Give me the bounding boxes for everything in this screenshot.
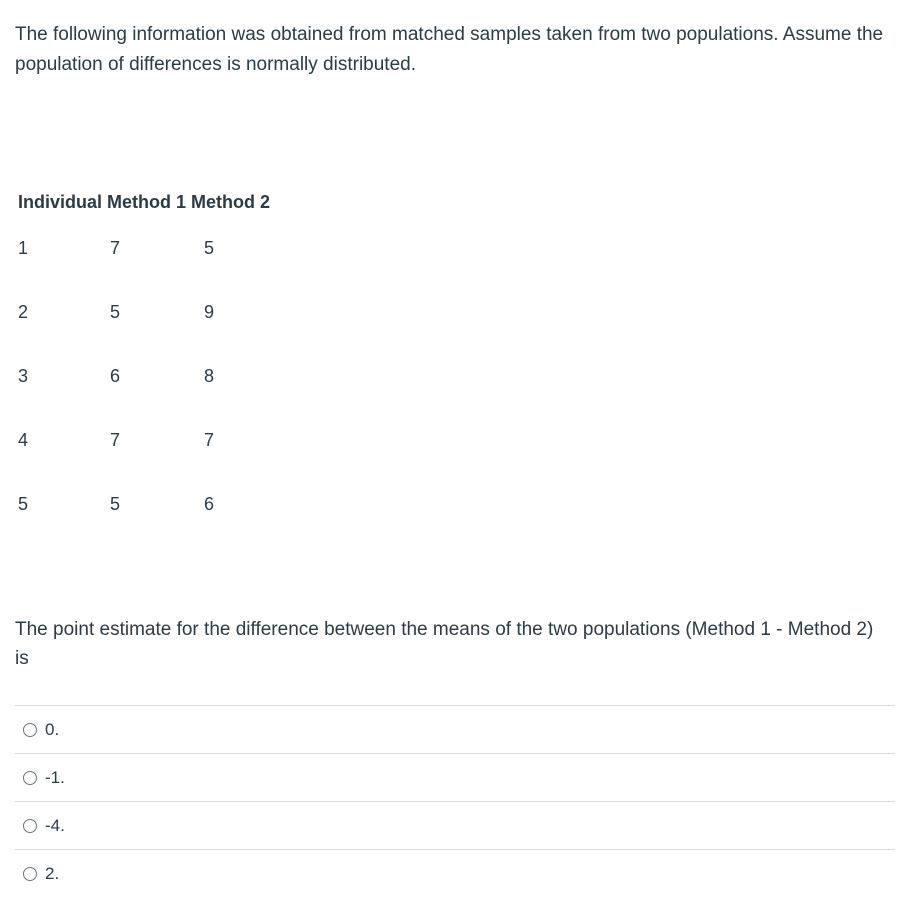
answer-option[interactable] — [15, 801, 895, 849]
radio-button[interactable] — [23, 771, 37, 785]
table-row — [18, 280, 275, 344]
method1-cell: 7 — [110, 429, 121, 450]
answer-label[interactable]: 2. — [45, 863, 60, 883]
method1-cell: 7 — [110, 237, 121, 258]
table-row — [18, 344, 275, 408]
individual-cell: 3 — [18, 365, 29, 386]
individual-cell: 5 — [18, 493, 29, 514]
individual-cell: 2 — [18, 301, 29, 322]
answer-option[interactable] — [15, 705, 895, 753]
radio-button[interactable] — [23, 867, 37, 881]
table-header: Individual Method 1 Method 2 — [18, 191, 270, 212]
answer-label[interactable]: 0. — [45, 719, 60, 739]
answer-label[interactable]: -4. — [45, 815, 65, 835]
method2-cell: 7 — [204, 429, 215, 450]
method1-cell: 5 — [110, 493, 121, 514]
individual-cell: 4 — [18, 429, 29, 450]
method2-cell: 6 — [204, 493, 215, 514]
question-prompt: The point estimate for the difference between the means of the two populations (Method 1 - Method 2) is — [15, 619, 874, 669]
method1-cell: 6 — [110, 365, 121, 386]
answer-label[interactable]: -1. — [45, 767, 65, 787]
table-row — [18, 216, 275, 280]
table-row — [18, 472, 275, 536]
method1-cell: 5 — [110, 301, 121, 322]
method2-cell: 5 — [204, 237, 215, 258]
table-row — [18, 408, 275, 472]
method2-cell: 9 — [204, 301, 215, 322]
table-header-row — [18, 188, 275, 216]
question-intro: The following information was obtained from matched samples taken from two populations. Assume the population of differences is normally distributed. — [15, 24, 884, 75]
answer-option[interactable] — [15, 753, 895, 801]
answer-list — [15, 705, 895, 897]
individual-cell: 1 — [18, 237, 29, 258]
answer-option[interactable] — [15, 849, 895, 897]
method2-cell: 8 — [204, 365, 215, 386]
radio-button[interactable] — [23, 819, 37, 833]
radio-button[interactable] — [23, 723, 37, 737]
data-table — [18, 188, 275, 536]
